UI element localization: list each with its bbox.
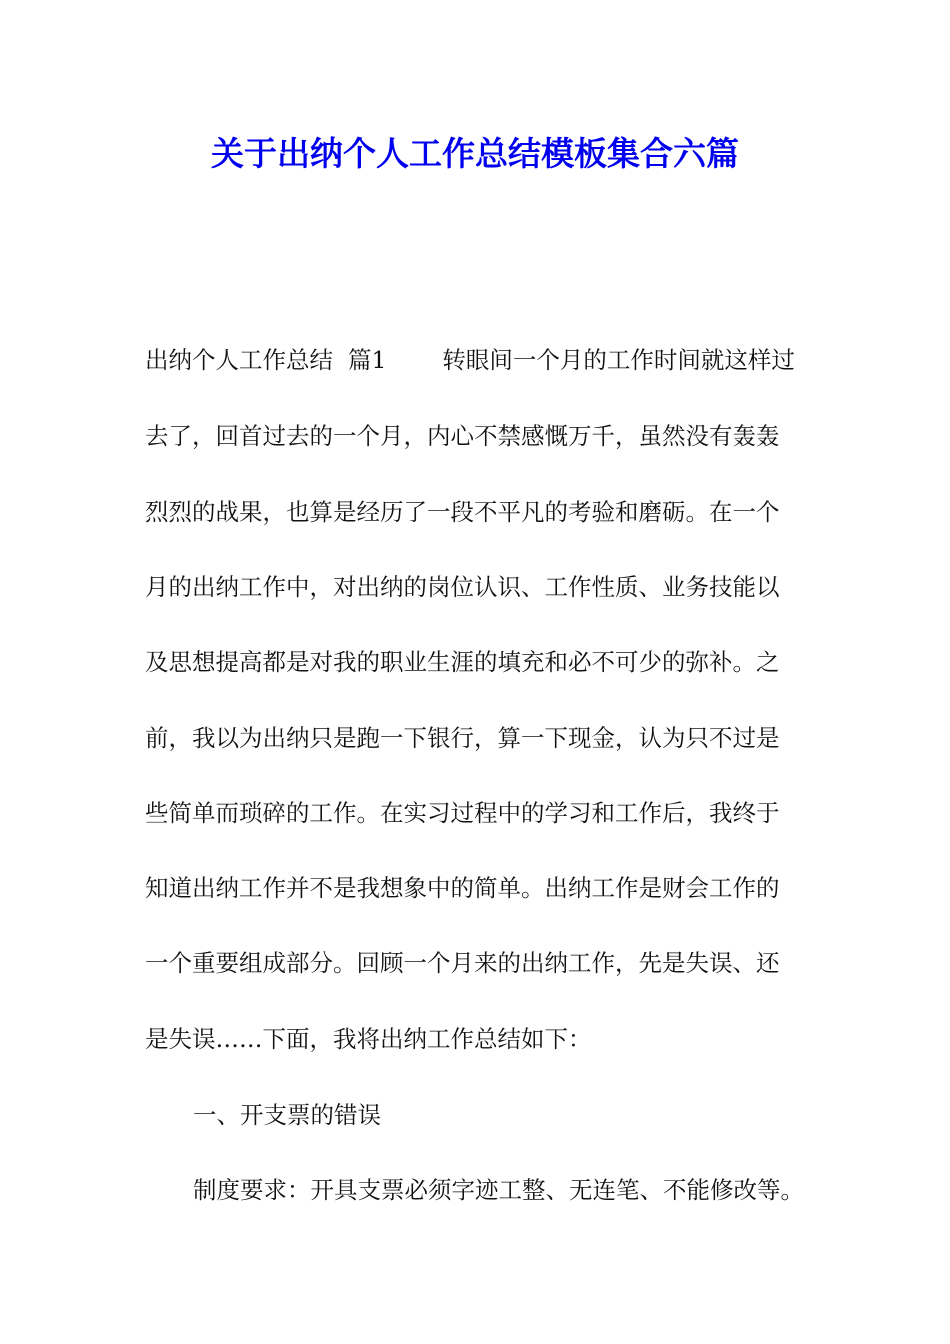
paragraph-line-6: 前，我以为出纳只是跑一下银行，算一下现金，认为只不过是	[145, 724, 780, 752]
paragraph-line-4: 月的出纳工作中，对出纳的岗位认识、工作性质、业务技能以	[145, 573, 780, 601]
document-body	[145, 340, 810, 1204]
paragraph-line-2: 去了，回首过去的一个月，内心不禁感慨万千，虽然没有轰轰	[145, 422, 780, 450]
paragraph-line-5: 及思想提高都是对我的职业生涯的填充和必不可少的弥补。之	[145, 648, 780, 676]
body-line: 转眼间一个月的工作时间就这样过	[442, 346, 795, 374]
requirement-line: 制度要求：开具支票必须字迹工整、无连笔、不能修改等。	[193, 1176, 804, 1204]
document-title: 关于出纳个人工作总结模板集合六篇	[211, 134, 739, 173]
paragraph-line-3: 烈烈的战果，也算是经历了一段不平凡的考验和磨砺。在一个	[145, 498, 780, 526]
paragraph-line-10: 是失误……下面，我将出纳工作总结如下：	[145, 1025, 592, 1053]
paragraph-line-7: 些简单而琐碎的工作。在实习过程中的学习和工作后，我终于	[145, 799, 780, 827]
paragraph-line-1	[145, 340, 795, 380]
paragraph-line-9: 一个重要组成部分。回顾一个月来的出纳工作，先是失误、还	[145, 949, 780, 977]
subheading: 一、开支票的错误	[193, 1101, 381, 1129]
paragraph-line-8: 知道出纳工作并不是我想象中的简单。出纳工作是财会工作的	[145, 874, 780, 902]
section-heading: 出纳个人工作总结 篇1	[145, 346, 387, 374]
